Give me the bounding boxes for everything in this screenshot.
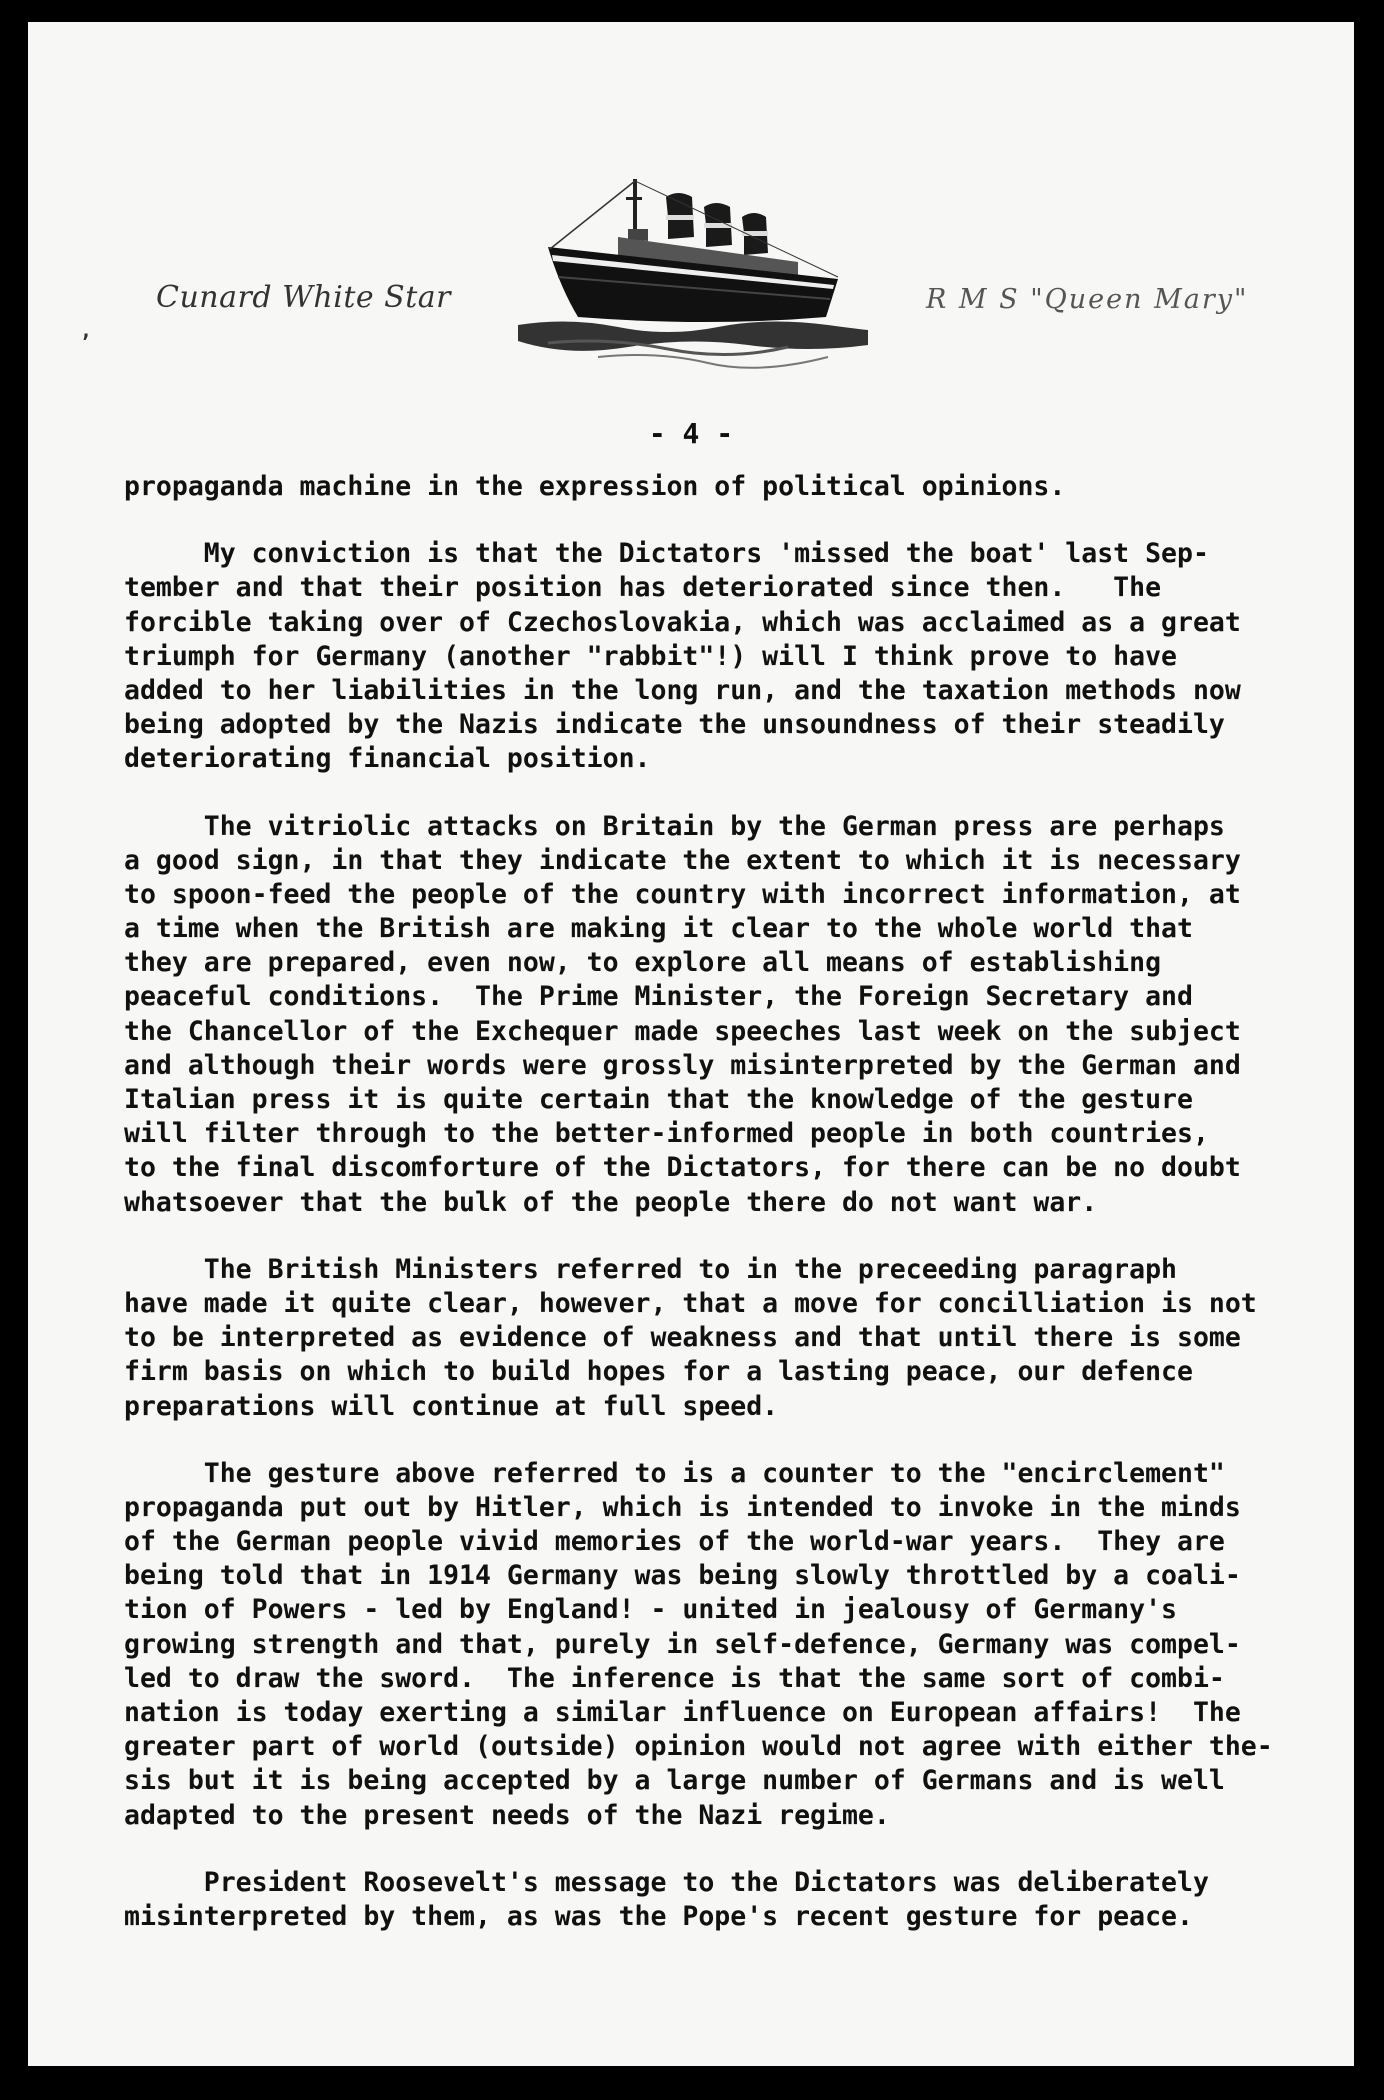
- text-line: led to draw the sword. The inference is that the same sort of combi-: [124, 1662, 1225, 1694]
- text-line: the Chancellor of the Exchequer made speeches last week on the subject: [124, 1015, 1241, 1047]
- paragraph: [124, 1457, 1354, 1833]
- text-line: tember and that their position has deteriorated since then. The: [124, 572, 1162, 604]
- text-line: forcible taking over of Czechoslovakia, which was acclaimed as a great: [124, 606, 1241, 638]
- paragraph-gap: [124, 1220, 1354, 1253]
- text-line: triumph for Germany (another "rabbit"!) will I think prove to have: [124, 640, 1177, 672]
- text-line: and although their words were grossly misinterpreted by the German and: [124, 1049, 1241, 1081]
- text-line: to spoon-feed the people of the country with incorrect information, at: [124, 878, 1241, 910]
- text-line: being adopted by the Nazis indicate the unsoundness of their steadily: [124, 709, 1225, 741]
- text-line: The gesture above referred to is a counter to the "encirclement": [124, 1457, 1225, 1489]
- text-line: they are prepared, even now, to explore all means of establishing: [124, 947, 1162, 979]
- text-line: a good sign, in that they indicate the extent to which it is necessary: [124, 844, 1241, 876]
- stray-mark: ,: [80, 318, 93, 342]
- text-line: propaganda machine in the expression of political opinions.: [124, 471, 1066, 502]
- text-line: of the German people vivid memories of the world-war years. They are: [124, 1526, 1225, 1558]
- text-line: being told that in 1914 Germany was being slowly throttled by a coali-: [124, 1560, 1241, 1592]
- letterhead-ship-name: R M S "Queen Mary": [926, 284, 1249, 315]
- paragraph: [124, 1866, 1354, 1934]
- text-line: deteriorating financial position.: [124, 743, 651, 775]
- text-line: to the final discomforture of the Dictators, for there can be no doubt: [124, 1152, 1241, 1184]
- text-line: will filter through to the better-informed people in both countries,: [124, 1118, 1209, 1150]
- text-line: added to her liabilities in the long run, and the taxation methods now: [124, 674, 1241, 706]
- text-line: President Roosevelt's message to the Dictators was deliberately: [124, 1866, 1209, 1898]
- text-line: peaceful conditions. The Prime Minister, the Foreign Secretary and: [124, 981, 1193, 1013]
- text-line: firm basis on which to build hopes for a lasting peace, our defence: [124, 1356, 1193, 1388]
- text-line: a time when the British are making it clear to the whole world that: [124, 913, 1193, 945]
- text-line: adapted to the present needs of the Nazi regime.: [124, 1799, 890, 1831]
- text-line: My conviction is that the Dictators 'missed the boat' last Sep-: [124, 538, 1209, 570]
- text-line: Italian press it is quite certain that the knowledge of the gesture: [124, 1084, 1193, 1115]
- text-line: sis but it is being accepted by a large number of Germans and is well: [124, 1765, 1225, 1797]
- paragraph: [124, 537, 1354, 776]
- paragraph-gap: [124, 777, 1354, 810]
- text-line: have made it quite clear, however, that a move for concilliation is not: [124, 1287, 1257, 1319]
- text-line: The vitriolic attacks on Britain by the German press are perhaps: [124, 810, 1225, 842]
- letterhead: [28, 22, 1354, 362]
- paragraph: [124, 1253, 1354, 1424]
- text-line: misinterpreted by them, as was the Pope's recent gesture for peace.: [124, 1900, 1193, 1932]
- text-line: propaganda put out by Hitler, which is intended to invoke in the minds: [124, 1491, 1241, 1523]
- document-page: [28, 22, 1354, 2066]
- paragraph: [124, 810, 1354, 1220]
- text-line: tion of Powers - led by England! - united in jealousy of Germany's: [124, 1594, 1177, 1626]
- text-line: whatsoever that the bulk of the people there do not want war.: [124, 1186, 1098, 1218]
- ship-logo: [508, 167, 868, 377]
- text-line: nation is today exerting a similar influence on European affairs! The: [124, 1697, 1241, 1728]
- letterhead-company: Cunard White Star: [156, 280, 451, 315]
- text-line: growing strength and that, purely in self-defence, Germany was compel-: [124, 1628, 1241, 1660]
- paragraph-gap: [124, 1833, 1354, 1866]
- paragraph-gap: [124, 504, 1354, 537]
- page-number: - 4 -: [648, 417, 734, 450]
- text-line: preparations will continue at full speed.: [124, 1390, 779, 1422]
- text-line: to be interpreted as evidence of weakness and that until there is some: [124, 1322, 1241, 1354]
- text-line: greater part of world (outside) opinion would not agree with either the-: [124, 1731, 1273, 1763]
- text-line: The British Ministers referred to in the preceeding paragraph: [124, 1253, 1177, 1285]
- paragraph-gap: [124, 1424, 1354, 1457]
- letter-body: [124, 470, 1354, 1934]
- paragraph: [124, 470, 1354, 504]
